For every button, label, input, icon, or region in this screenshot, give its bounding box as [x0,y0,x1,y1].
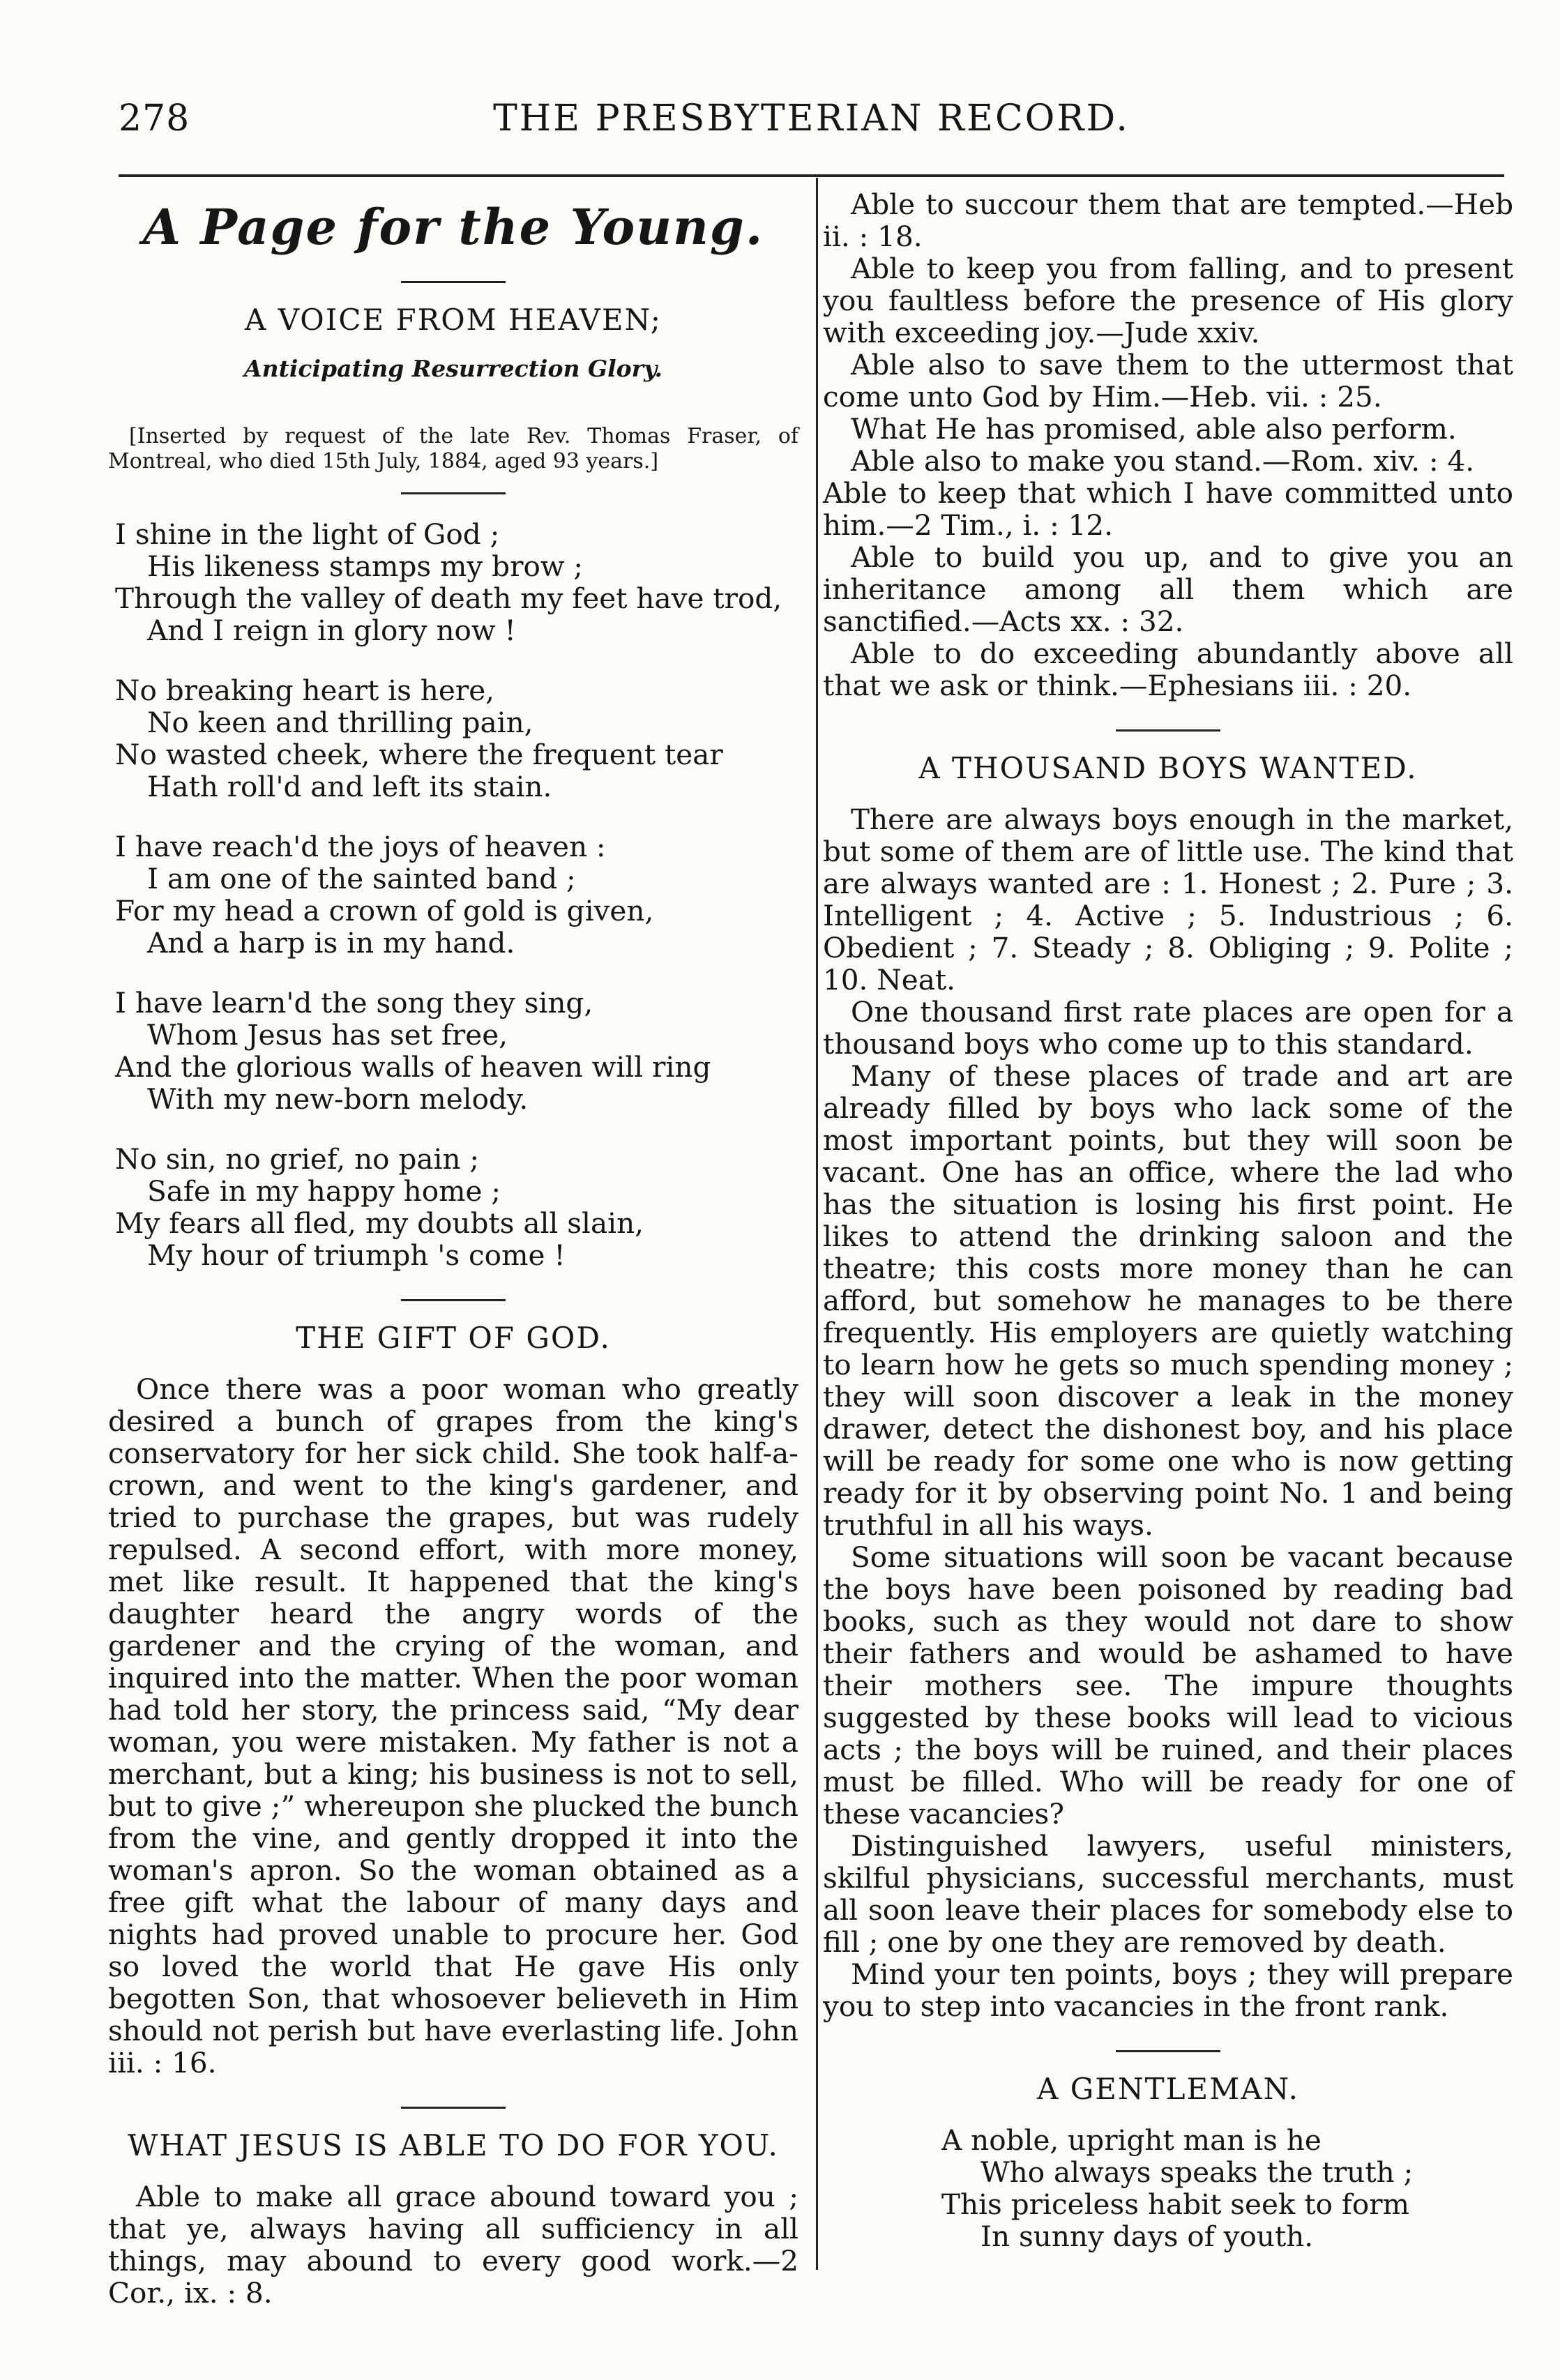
poem-line: My hour of triumph 's come ! [147,1238,566,1272]
poem-line: With my new-born melody. [147,1082,529,1116]
jesus-paragraph: Able to build you up, and to give you an inheritance among all them which are sanctified.—Acts xx. : 32. [823,540,1513,638]
poem-line: Safe in my happy home ; [147,1174,501,1208]
boys-paragraph: There are always boys enough in the market, but some of them are of little use. The kind that are always wanted are : 1. Honest ; 2. Pure ; 3. Intelligent ; 4. Active ; 5. Industrious ; 6. Obedient ; 7. Steady ; 8. Obliging ; 9. Polite ; 10. Neat. [823,803,1513,996]
right-column [823,188,1513,2252]
jesus-paragraph: Able to make all grace abound toward you ; that ye, always having all sufficiency in all things, may abound to every good work.—2 Cor., ix. : 8. [108,2180,798,2310]
poem-stanza [115,674,798,803]
poem-line: Who always speaks the truth ; [980,2155,1414,2189]
poem-line: Through the valley of death my feet have trod, [115,582,782,615]
jesus-paragraph: Able to keep that which I have committed unto him.—2 Tim., i. : 12. [823,476,1513,542]
poem-line: I shine in the light of God ; [115,517,500,551]
gift-title: THE GIFT OF GOD. [296,1321,611,1355]
boys-paragraph: One thousand first rate places are open for a thousand boys who come up to this standard. [823,995,1513,1061]
poem-line: No keen and thrilling pain, [147,706,533,739]
boys-paragraph: Some situations will soon be vacant because the boys have been poisoned by reading bad books, such as they would not dare to show their fathers and would be ashamed to have their mothers see. The impure thoughts suggested by these books will lead to vicious acts ; the boys will be ruined, and their places must be filled. Who will be ready for one of these vacancies? [823,1540,1513,1831]
poem-line: I have reach'd the joys of heaven : [115,830,606,863]
rule [401,492,506,494]
poem-stanza [115,831,798,959]
jesus-paragraph: Able to succour them that are tempted.—Heb ii. : 18. [823,188,1513,253]
jesus-paragraph: Able also to save them to the uttermost that come unto God by Him.—Heb. vii. : 25. [823,348,1513,414]
poem-line: Hath roll'd and left its stain. [147,770,552,803]
poem-line: I have learn'd the song they sing, [115,986,593,1020]
column-separator [816,178,818,2270]
poem-line: My fears all fled, my doubts all slain, [115,1206,644,1240]
gentleman-poem [823,2124,1513,2252]
page-header [119,98,1504,160]
voice-title: A VOICE FROM HEAVEN; [245,303,662,337]
poem-line: No breaking heart is here, [115,674,495,707]
rule [401,1299,506,1301]
poem-line: No wasted cheek, where the frequent tear [115,738,723,771]
boys-paragraph: Distinguished lawyers, useful ministers, skilful physicians, successful merchants, must all soon leave their places for somebody else to fill ; one by one they are removed by death. [823,1829,1513,1959]
rule [401,281,506,283]
page-number: 278 [119,98,190,139]
poem-stanza [115,1143,798,1271]
poem-line: And a harp is in my hand. [147,926,515,960]
poem-line: A noble, upright man is he [941,2123,1322,2157]
voice-note: [Inserted by request of the late Rev. Thomas Fraser, of Montreal, who died 15th July, 1884, aged 93 years.] [108,424,798,473]
poem-line: And the glorious walls of heaven will ring [115,1050,711,1084]
gift-body: Once there was a poor woman who greatly desired a bunch of grapes from the king's conservatory for her sick child. She took half-a-crown, and went to the king's gardener, and tried to purchase the grapes, but was rudely repulsed. A second effort, with more money, met like result. It happened that the king's daughter heard the angry words of the gardener and the crying of the woman, and inquired into the matter. When the poor woman had told her story, the princess said, “My dear woman, you were mistaken. My father is not a merchant, but a king; his business is not to sell, but to give ;” whereupon she plucked the bunch from the vine, and gently dropped it into the woman's apron. So the woman obtained as a free gift what the labour of many days and nights had proved unable to procure her. God so loved the world that He gave His only begotten Son, that whosoever believeth in Him should not perish but have everlasting life. John iii. : 16. [108,1372,798,2079]
poem-line: This priceless habit seek to form [941,2188,1410,2221]
jesus-title: WHAT JESUS IS ABLE TO DO FOR YOU. [128,2128,779,2162]
poem-line: His likeness stamps my brow ; [147,549,584,583]
jesus-paragraph: Able also to make you stand.—Rom. xiv. : 4. [851,444,1475,478]
rule [1116,729,1220,732]
section-title: A Page for the Young. [142,198,764,256]
poem-line: For my head a crown of gold is given, [115,894,654,927]
jesus-paragraph: Able to do exceeding abundantly above all that we ask or think.—Ephesians iii. : 20. [823,637,1513,702]
rule [1116,2050,1220,2052]
poem-line: And I reign in glory now ! [147,614,516,647]
boys-paragraph: Mind your ten points, boys ; they will prepare you to step into vacancies in the front rank. [823,1957,1513,2023]
boys-title: A THOUSAND BOYS WANTED. [918,751,1418,785]
running-head: THE PRESBYTERIAN RECORD. [493,98,1130,139]
poem-line: Whom Jesus has set free, [147,1018,508,1052]
left-column [108,188,798,2309]
gentleman-title: A GENTLEMAN. [1037,2072,1299,2106]
rule [401,2107,506,2109]
poem-line: I am one of the sainted band ; [147,862,576,895]
poem-stanza [115,518,798,646]
poem-line: In sunny days of youth. [980,2220,1314,2253]
boys-paragraph: Many of these places of trade and art are already filled by boys who lack some of the most important points, but they will soon be vacant. One has an office, where the lad who has the situation is losing his first point. He likes to attend the drinking saloon and the theatre; this costs more money than he can afford, but somehow he manages to be there frequently. His employers are quietly watching to learn how he gets so much spending money ; they will soon discover a leak in the money drawer, detect the dishonest boy, and his place will be ready for some one who is now getting ready for it by observing point No. 1 and being truthful in all his ways. [823,1059,1513,1542]
jesus-paragraph: Able to keep you from falling, and to present you faultless before the presence of His glory with exceeding joy.—Jude xxiv. [823,252,1513,349]
poem-stanza [115,987,798,1115]
header-rule [119,174,1504,177]
voice-subtitle: Anticipating Resurrection Glory. [244,355,662,382]
poem-line: No sin, no grief, no pain ; [115,1142,480,1176]
jesus-paragraph: What He has promised, able also perform. [851,412,1457,446]
